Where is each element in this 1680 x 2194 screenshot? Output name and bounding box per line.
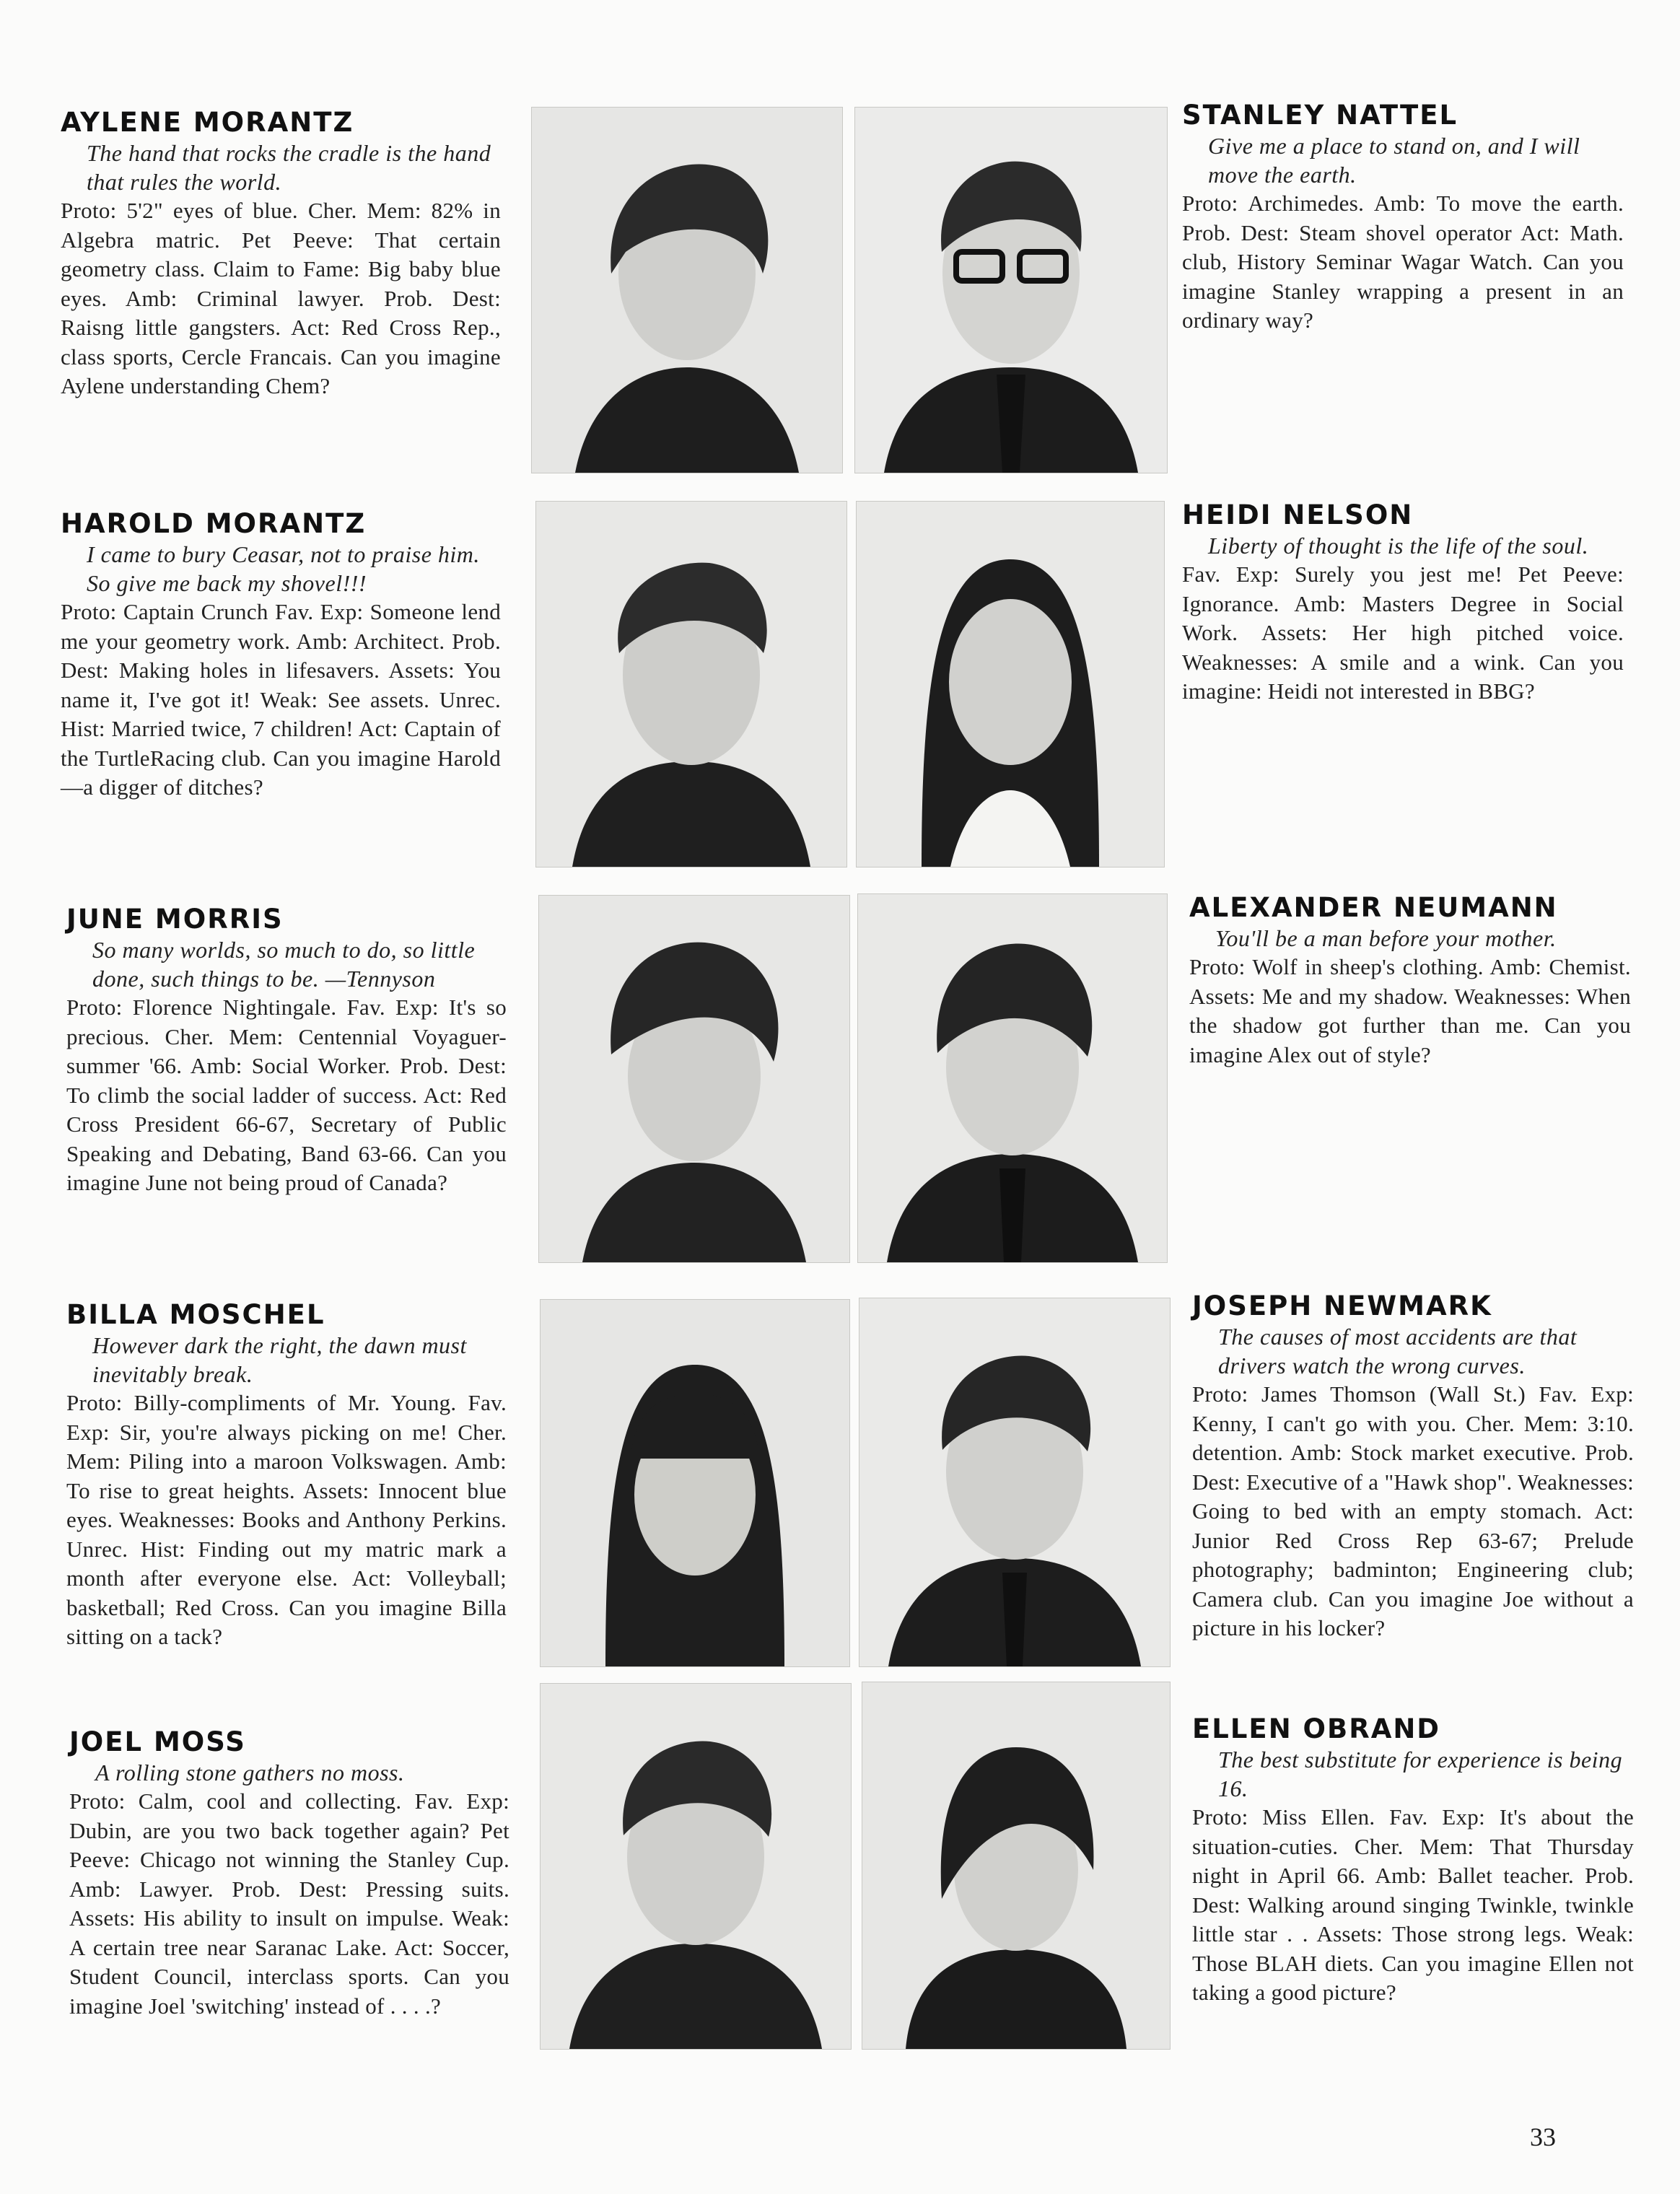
student-bio: Proto: Calm, cool and collecting. Fav. Exp: Dubin, are you two back together again? Pet Peeve: Chicago not winning the Stanley Cup. Amb: Lawyer. Prob. Dest: Pressing suits. Assets: His ability to insult on impulse. Weak: A certain tree near Saranac Lake. Act: Soccer, Student Council, interclass sports. Can you imagine Joel 'switching' instead of . . . .? [69, 1788, 509, 2019]
student-name: JOSEPH NEWMARK [1192, 1290, 1492, 1321]
student-quote: Liberty of thought is the life of the soul. [1208, 533, 1589, 559]
student-name: STANLEY NATTEL [1182, 100, 1458, 131]
student-portrait-icon [855, 108, 1167, 473]
photo-billa-moschel [540, 1299, 850, 1667]
student-portrait-icon [858, 894, 1167, 1262]
photo-harold-morantz [535, 501, 847, 867]
student-quote: So many worlds, so much to do, so little done, such things to be. —Tennyson [92, 937, 476, 992]
student-name: JUNE MORRIS [66, 904, 284, 935]
student-name: HAROLD MORANTZ [61, 508, 367, 539]
student-portrait-icon [536, 502, 846, 867]
photo-heidi-nelson [856, 501, 1165, 867]
photo-joel-moss [540, 1683, 852, 2050]
student-entry-billa-moschel [66, 1299, 507, 1652]
student-portrait-icon [541, 1684, 851, 2049]
student-quote: The hand that rocks the cradle is the hand that rules the world. [87, 140, 491, 195]
student-portrait-icon [541, 1300, 849, 1666]
student-entry-stanley-nattel [1182, 100, 1624, 336]
student-bio: Proto: Miss Ellen. Fav. Exp: It's about the situation-cuties. Cher. Mem: That Thursday night in April 66. Amb: Ballet teacher. Prob. Dest: Walking around singing Twinkle, twinkle little star . . Assets: Those strong legs. Weak: Those BLAH diets. Can you imagine Ellen not taking a good picture? [1192, 1804, 1634, 2005]
student-quote: I came to bury Ceasar, not to praise him. So give me back my shovel!!! [87, 541, 480, 596]
photo-june-morris [538, 895, 850, 1263]
page-number: 33 [1530, 2123, 1556, 2151]
student-bio: Proto: Captain Crunch Fav. Exp: Someone lend me your geometry work. Amb: Architect. Prob. Dest: Making holes in lifesavers. Assets: You name it, I've got it! Weak: See assets. Unrec. Hist: Married twice, 7 children! Act: Captain of the TurtleRacing club. Can you imagine Harold—a digger of ditches? [61, 599, 501, 800]
student-portrait-icon [532, 108, 842, 473]
student-entry-alexander-neumann [1189, 892, 1631, 1070]
student-entry-joel-moss [69, 1726, 509, 2021]
student-entry-harold-morantz [61, 508, 501, 803]
student-bio: Proto: Archimedes. Amb: To move the earth. Prob. Dest: Steam shovel operator Act: Math. club, History Seminar Wagar Watch. Can you imagine Stanley wrapping a present in an ordinary way? [1182, 191, 1624, 333]
photo-stanley-nattel [854, 107, 1168, 473]
student-portrait-icon [857, 502, 1164, 867]
student-name: AYLENE MORANTZ [61, 107, 354, 138]
student-portrait-icon [539, 896, 849, 1262]
student-name: HEIDI NELSON [1182, 499, 1414, 530]
student-bio: Proto: Wolf in sheep's clothing. Amb: Chemist. Assets: Me and my shadow. Weaknesses: When the shadow got further than me. Can you imagine Alex out of style? [1189, 954, 1631, 1067]
student-quote: However dark the right, the dawn must inevitably break. [92, 1332, 467, 1387]
photo-ellen-obrand [862, 1682, 1171, 2050]
student-entry-june-morris [66, 904, 507, 1198]
student-quote: A rolling stone gathers no moss. [95, 1760, 405, 1786]
student-name: ALEXANDER NEUMANN [1189, 892, 1558, 923]
photo-joseph-newmark [859, 1298, 1171, 1667]
student-bio: Proto: Florence Nightingale. Fav. Exp: It's so precious. Cher. Mem: Centennial Voyaguer-summer '66. Amb: Social Worker. Prob. Dest: To climb the social ladder of success. Act: Red Cross President 66-67, Secretary of Public Speaking and Debating, Band 63-66. Can you imagine June not being proud of Canada? [66, 995, 507, 1195]
photo-aylene-morantz [531, 107, 843, 473]
student-bio: Proto: James Thomson (Wall St.) Fav. Exp: Kenny, I can't go with you. Cher. Mem: 3:10. detention. Amb: Stock market executive. Prob. Dest: Executive of a "Hawk shop". Weaknesses: Going to bed with an empty stomach. Act: Junior Red Cross Rep 63-67; Prelude photography; badminton; Engineering club; Camera club. Can you imagine Joe without a picture in his locker? [1192, 1381, 1634, 1640]
student-entry-heidi-nelson [1182, 499, 1624, 707]
student-name: ELLEN OBRAND [1192, 1713, 1441, 1744]
photo-alexander-neumann [857, 893, 1168, 1263]
student-quote: The best substitute for experience is being 16. [1218, 1747, 1623, 1801]
student-entry-joseph-newmark [1192, 1290, 1634, 1643]
student-entry-ellen-obrand [1192, 1713, 1634, 2008]
student-bio: Fav. Exp: Surely you jest me! Pet Peeve: Ignorance. Amb: Masters Degree in Social Work. Assets: Her high pitched voice. Weaknesses: A smile and a wink. Can you imagine: Heidi not interested in BBG? [1182, 561, 1624, 704]
student-portrait-icon [859, 1298, 1170, 1666]
student-name: BILLA MOSCHEL [66, 1299, 325, 1330]
student-portrait-icon [862, 1682, 1170, 2049]
student-name: JOEL MOSS [69, 1726, 246, 1757]
student-quote: Give me a place to stand on, and I will move the earth. [1208, 133, 1580, 188]
student-quote: You'll be a man before your mother. [1215, 925, 1557, 951]
student-entry-aylene-morantz [61, 107, 501, 401]
student-bio: Proto: Billy-compliments of Mr. Young. Fav. Exp: Sir, you're always picking on me! Cher. Mem: Piling into a maroon Volkswagen. Amb: To rise to great heights. Assets: Innocent blue eyes. Weaknesses: Books and Anthony Perkins. Unrec. Hist: Finding out my matric mark a month after everyone else. Act: Volleyball; basketball; Red Cross. Can you imagine Billa sitting on a tack? [66, 1390, 507, 1649]
student-quote: The causes of most accidents are that drivers watch the wrong curves. [1218, 1324, 1578, 1378]
student-bio: Proto: 5'2" eyes of blue. Cher. Mem: 82% in Algebra matric. Pet Peeve: That certain geometry class. Claim to Fame: Big baby blue eyes. Amb: Criminal lawyer. Prob. Dest: Raisng little gangsters. Act: Red Cross Rep., class sports, Cercle Francais. Can you imagine Aylene understanding Chem? [61, 198, 501, 398]
